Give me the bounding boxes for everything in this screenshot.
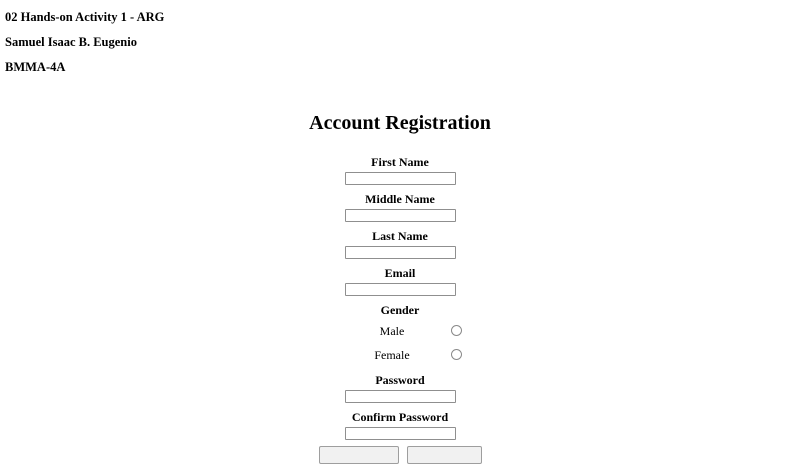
- email-input[interactable]: [345, 283, 456, 296]
- email-label: Email: [384, 266, 416, 280]
- form-button-left[interactable]: [319, 446, 399, 464]
- last-name-label: Last Name: [372, 229, 428, 243]
- confirm-password-label: Confirm Password: [351, 410, 449, 424]
- page-header: [5, 5, 164, 80]
- form-button-right[interactable]: [407, 446, 482, 464]
- header-author-name: Samuel Isaac B. Eugenio: [5, 35, 137, 49]
- female-radio[interactable]: [451, 349, 462, 360]
- gender-option-female-row: [0, 344, 800, 366]
- middle-name-input[interactable]: [345, 209, 456, 222]
- middle-name-label: Middle Name: [365, 192, 435, 206]
- male-radio[interactable]: [451, 325, 462, 336]
- header-section-code: BMMA-4A: [5, 60, 66, 74]
- female-option-label: Female: [374, 348, 410, 362]
- gender-label: Gender: [380, 303, 420, 317]
- last-name-input[interactable]: [345, 246, 456, 259]
- gender-option-male-row: [0, 320, 800, 342]
- confirm-password-input[interactable]: [345, 427, 456, 440]
- header-activity-title: 02 Hands-on Activity 1 - ARG: [5, 10, 165, 24]
- form-title: Account Registration: [309, 112, 491, 134]
- male-option-label: Male: [379, 324, 405, 338]
- password-input[interactable]: [345, 390, 456, 403]
- first-name-label: First Name: [371, 155, 429, 169]
- registration-form: [0, 150, 800, 464]
- first-name-input[interactable]: [345, 172, 456, 185]
- form-button-row: [0, 446, 800, 464]
- password-label: Password: [375, 373, 425, 387]
